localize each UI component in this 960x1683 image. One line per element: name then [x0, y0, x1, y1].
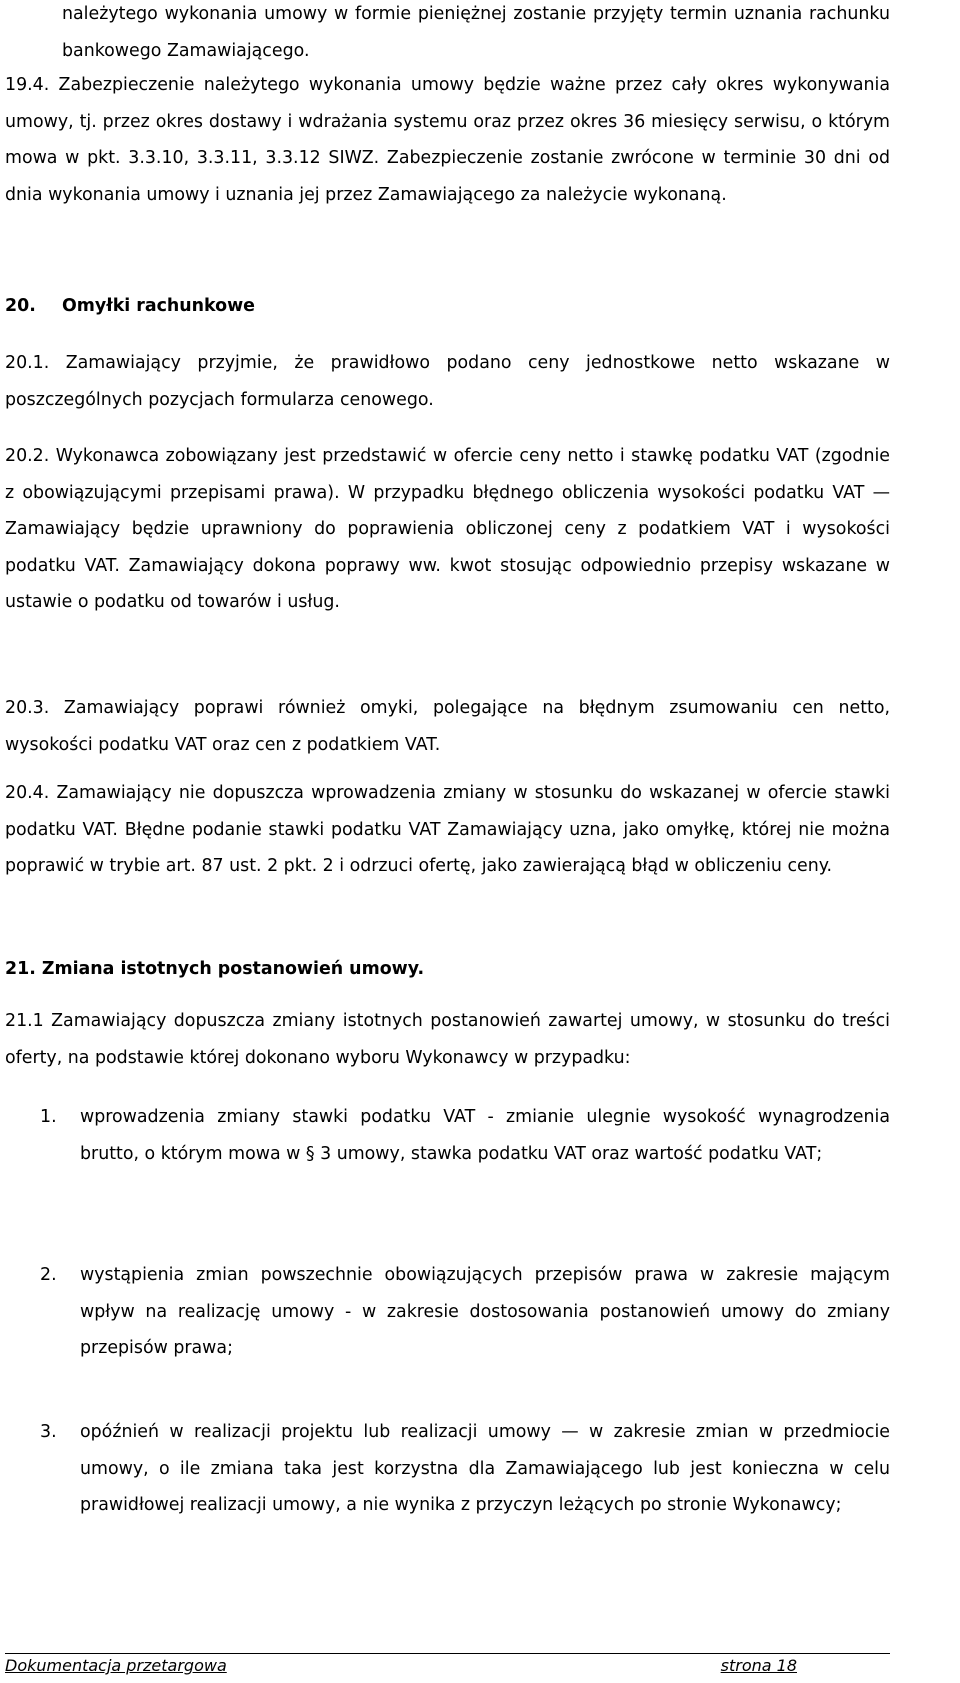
paragraph-21-1 [5, 1003, 890, 1076]
paragraph-19-3-continuation [62, 0, 890, 69]
list-marker: 1. [40, 1107, 57, 1127]
paragraph-20-1 [5, 345, 890, 418]
footer-page-number: strona 18 [720, 1656, 797, 1675]
paragraph-text: 20.4. Zamawiający nie dopuszcza wprowadzenia zmiany w stosunku do wskazanej w ofercie stawki podatku VAT. Błędne podanie stawki podatku VAT Zamawiający uzna, jako omyłkę, której nie można poprawić w trybie art. 87 ust. 2 pkt. 2 i odrzuci ofertę, jako zawierającą błąd w obliczeniu ceny. [5, 783, 890, 877]
list-text: wprowadzenia zmiany stawki podatku VAT - zmianie ulegnie wysokość wynagrodzenia brutto, o którym mowa w § 3 umowy, stawka podatku VAT oraz wartość podatku VAT; [80, 1107, 890, 1164]
paragraph-text: 21.1 Zamawiający dopuszcza zmiany istotnych postanowień zawartej umowy, w stosunku do treści oferty, na podstawie której dokonano wyboru Wykonawcy w przypadku: [5, 1011, 890, 1068]
section-title: 21. Zmiana istotnych postanowień umowy. [5, 959, 425, 979]
paragraph-text: 20.2. Wykonawca zobowiązany jest przedstawić w ofercie ceny netto i stawkę podatku VAT (zgodnie z obowiązującymi przepisami prawa). W przypadku błędnego obliczenia wysokości podatku VAT — Zamawiający będzie uprawniony do poprawienia obliczonej ceny z podatkiem VAT i wysokości podatku VAT. Zamawiający dokona poprawy ww. kwot stosując odpowiednio przepisy wskazane w ustawie o podatku od towarów i usług. [5, 446, 890, 613]
section-heading-20 [5, 288, 255, 325]
paragraph-20-2 [5, 438, 890, 621]
list-item [40, 1099, 890, 1172]
list-text: wystąpienia zmian powszechnie obowiązujących przepisów prawa w zakresie mającym wpływ na realizację umowy - w zakresie dostosowania postanowień umowy do zmiany przepisów prawa; [80, 1265, 890, 1359]
paragraph-19-4 [5, 67, 890, 213]
paragraph-text: należytego wykonania umowy w formie pieniężnej zostanie przyjęty termin uznania rachunku bankowego Zamawiającego. [62, 4, 890, 61]
paragraph-text: 20.3. Zamawiający poprawi również omyki, polegające na błędnym zsumowaniu cen netto, wysokości podatku VAT oraz cen z podatkiem VAT. [5, 698, 890, 755]
list-item [40, 1414, 890, 1524]
paragraph-text: 19.4. Zabezpieczenie należytego wykonania umowy będzie ważne przez cały okres wykonywania umowy, tj. przez okres dostawy i wdrażania systemu oraz przez okres 36 miesięcy serwisu, o którym mowa w pkt. 3.3.10, 3.3.11, 3.3.12 SIWZ. Zabezpieczenie zostanie zwrócone w terminie 30 dni od dnia wykonania umowy i uznania jej przez Zamawiającego za należycie wykonaną. [5, 75, 890, 205]
list-text: opóźnień w realizacji projektu lub realizacji umowy — w zakresie zmian w przedmiocie umowy, o ile zmiana taka jest korzystna dla Zamawiającego lub jest konieczna w celu prawidłowej realizacji umowy, a nie wynika z przyczyn leżących po stronie Wykonawcy; [80, 1422, 890, 1516]
footer-document-title: Dokumentacja przetargowa [5, 1656, 227, 1675]
list-item [40, 1257, 890, 1367]
list-marker: 2. [40, 1265, 57, 1285]
paragraph-20-3 [5, 690, 890, 763]
section-number: 20. [5, 296, 36, 316]
section-title: Omyłki rachunkowe [62, 296, 255, 316]
paragraph-20-4 [5, 775, 890, 885]
section-heading-21 [5, 951, 424, 988]
page-footer [5, 1653, 890, 1678]
paragraph-text: 20.1. Zamawiający przyjmie, że prawidłowo podano ceny jednostkowe netto wskazane w poszczególnych pozycjach formularza cenowego. [5, 353, 890, 410]
list-marker: 3. [40, 1422, 57, 1442]
